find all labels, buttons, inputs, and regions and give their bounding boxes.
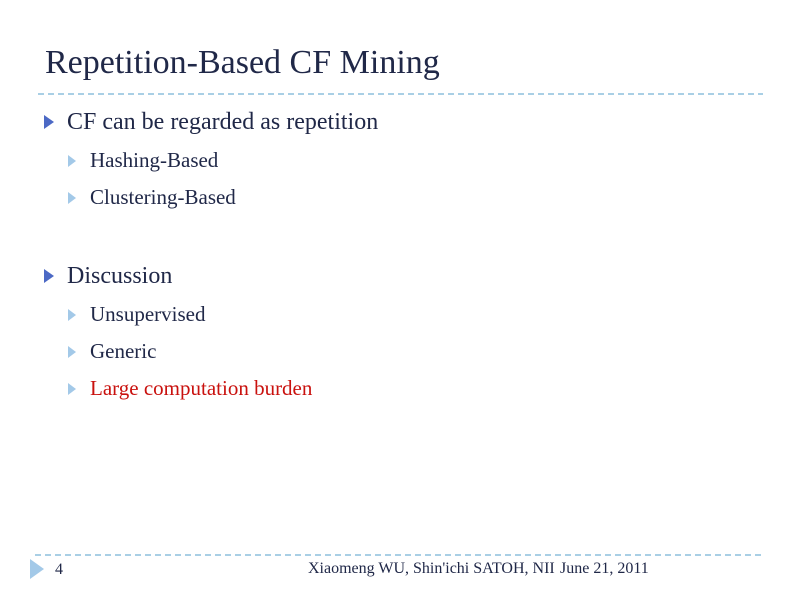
triangle-bullet-icon	[68, 346, 76, 358]
bullet-text: Generic	[90, 339, 157, 363]
bullet-item	[44, 370, 744, 407]
footer-date: June 21, 2011	[560, 560, 649, 577]
footer-triangle-icon	[30, 559, 44, 579]
triangle-bullet-icon	[68, 383, 76, 395]
title-divider-dashed-line	[38, 93, 763, 95]
bullet-text: Hashing-Based	[90, 148, 219, 172]
triangle-bullet-icon	[44, 269, 54, 283]
footer-credit: Xiaomeng WU, Shin'ichi SATOH, NII	[308, 560, 555, 577]
bullet-text: Clustering-Based	[90, 185, 236, 209]
triangle-bullet-icon	[68, 192, 76, 204]
bullet-text: CF can be regarded as repetition	[67, 108, 379, 135]
bullet-text: Discussion	[67, 262, 173, 289]
page-number: 4	[55, 561, 63, 578]
slide-title: Repetition-Based CF Mining	[45, 44, 440, 81]
blank-line	[44, 216, 744, 256]
bullet-item	[44, 179, 744, 216]
slide-body	[44, 102, 744, 407]
triangle-bullet-icon	[68, 155, 76, 167]
footer-divider-dashed-line	[35, 554, 765, 556]
bullet-item	[44, 256, 744, 296]
bullet-item	[44, 296, 744, 333]
triangle-bullet-icon	[68, 309, 76, 321]
bullet-text: Large computation burden	[90, 376, 313, 400]
bullet-item	[44, 333, 744, 370]
bullet-item	[44, 102, 744, 142]
triangle-bullet-icon	[44, 115, 54, 129]
bullet-item	[44, 142, 744, 179]
bullet-text: Unsupervised	[90, 302, 206, 326]
